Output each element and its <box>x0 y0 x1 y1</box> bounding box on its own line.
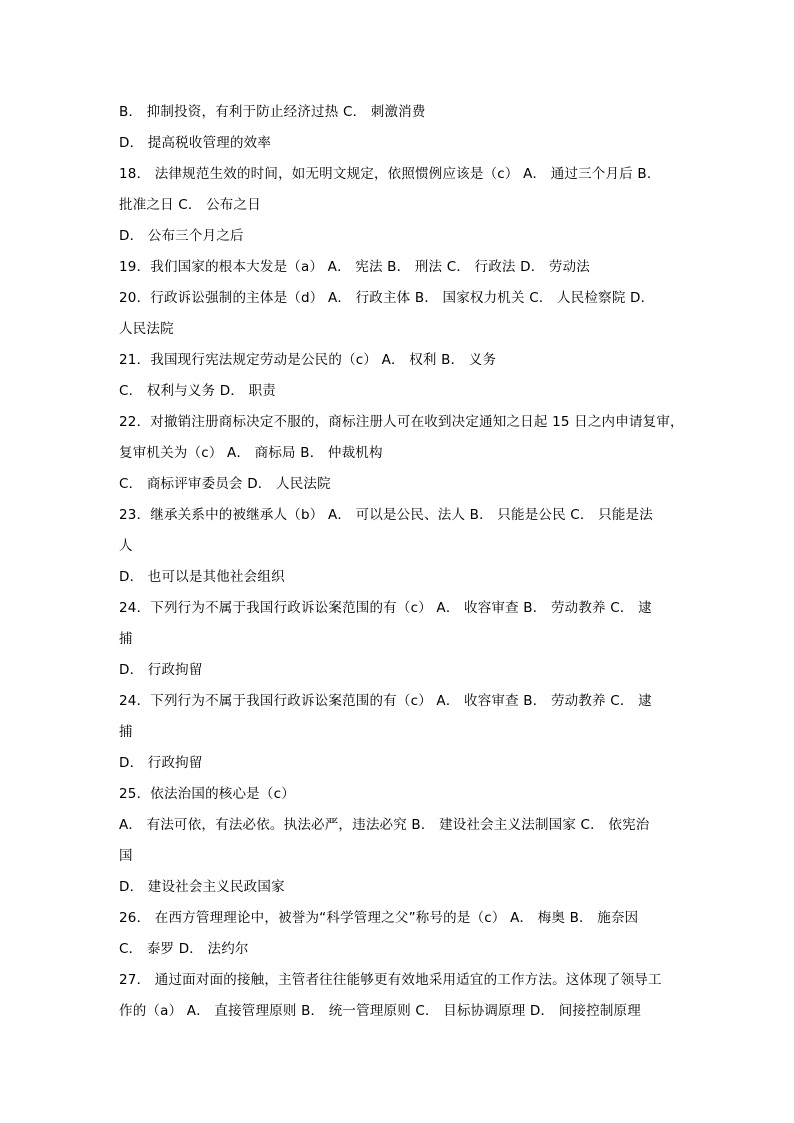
text-line: 人 <box>119 538 133 554</box>
text-line: 捕 <box>119 724 133 740</box>
text-line: 20．行政诉讼强制的主体是（d） A． 行政主体 B． 国家权力机关 C． 人民检察院 D． <box>119 290 655 306</box>
text-line: 作的（a） A． 直接管理原则 B． 统一管理原则 C． 目标协调原理 D． 间接控制原理 <box>119 1003 641 1019</box>
text-line: 26． 在西方管理理论中，被誉为“科学管理之父”称号的是（c） A． 梅奥 B． 施奈因 <box>119 910 639 926</box>
text-line: 23．继承关系中的被继承人（b） A． 可以是公民、法人 B． 只能是公民 C． 只能是法 <box>119 507 653 523</box>
text-line: C． 泰罗 D． 法约尔 <box>119 941 249 957</box>
text-line: 21．我国现行宪法规定劳动是公民的（c） A． 权利 B． 义务 <box>119 352 497 368</box>
text-line: D． 行政拘留 <box>119 755 203 771</box>
text-line: D． 建设社会主义民政国家 <box>119 879 285 895</box>
text-line: D． 提高税收管理的效率 <box>119 135 272 151</box>
text-line: D． 也可以是其他社会组织 <box>119 569 285 585</box>
text-line: A． 有法可依，有法必依。执法必严，违法必究 B． 建设社会主义法制国家 C． 依宪治 <box>119 817 650 833</box>
text-line: 24．下列行为不属于我国行政诉讼案范围的有（c） A． 收容审查 B． 劳动教养 C． 逮 <box>119 600 652 616</box>
text-line: 人民法院 <box>119 321 174 337</box>
document-body <box>119 100 684 1030</box>
text-line: 22．对撤销注册商标决定不服的，商标注册人可在收到决定通知之日起 15 日之内申请复审， <box>119 414 684 430</box>
text-line: 捕 <box>119 631 133 647</box>
text-line: 19．我们国家的根本大发是（a） A． 宪法 B． 刑法 C． 行政法 D． 劳动法 <box>119 259 590 275</box>
text-line: 18． 法律规范生效的时间，如无明文规定，依照惯例应该是（c） A． 通过三个月后 B． <box>119 166 661 182</box>
text-line: D． 公布三个月之后 <box>119 228 244 244</box>
text-line: C． 商标评审委员会 D． 人民法院 <box>119 476 331 492</box>
text-line: 25．依法治国的核心是（c） <box>119 786 295 802</box>
text-line: B． 抑制投资，有利于防止经济过热 C． 刺激消费 <box>119 104 426 120</box>
text-line: 复审机关为（c） A． 商标局 B． 仲裁机构 <box>119 445 383 461</box>
text-line: 27． 通过面对面的接触，主管者往往能够更有效地采用适宜的工作方法。这体现了领导工 <box>119 972 662 988</box>
text-line: 批准之日 C． 公布之日 <box>119 197 261 213</box>
text-line: 24．下列行为不属于我国行政诉讼案范围的有（c） A． 收容审查 B． 劳动教养 C． 逮 <box>119 693 652 709</box>
text-line: C． 权利与义务 D． 职责 <box>119 383 276 399</box>
text-line: 国 <box>119 848 133 864</box>
text-line: D． 行政拘留 <box>119 662 203 678</box>
